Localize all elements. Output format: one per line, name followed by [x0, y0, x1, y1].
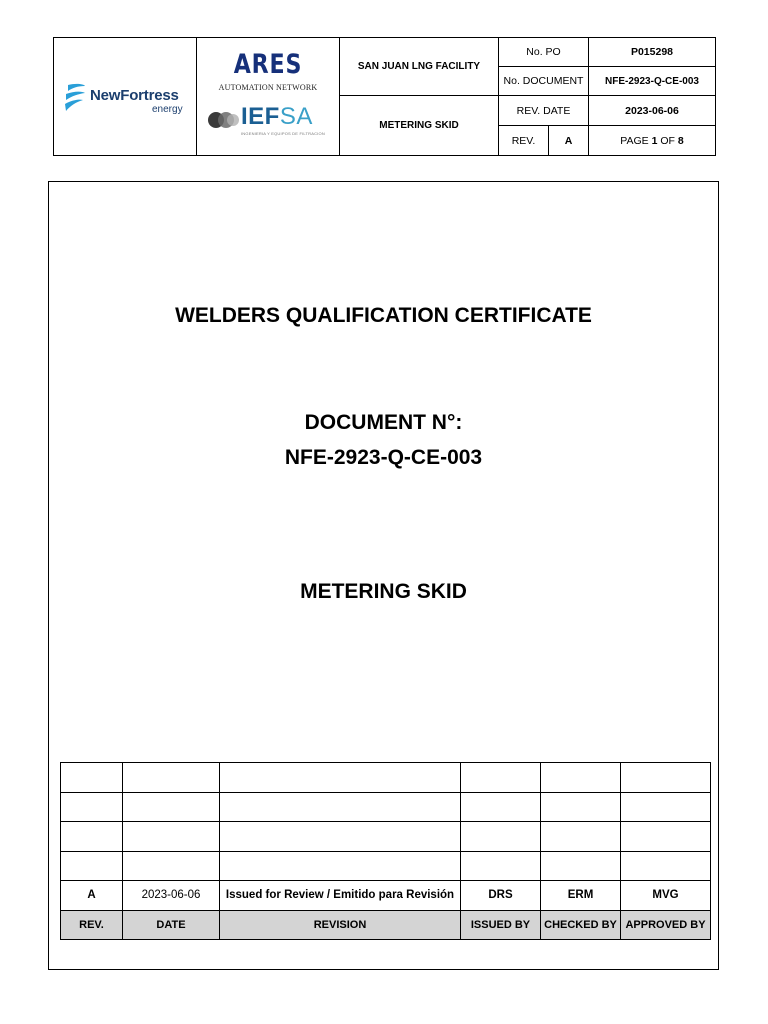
rev-value: A	[549, 126, 589, 156]
header-revision: REVISION	[220, 910, 461, 940]
ares-wordmark: ARES	[233, 49, 303, 80]
revision-approved-by: MVG	[621, 881, 711, 911]
revision-row	[61, 881, 711, 911]
revision-checked-by: ERM	[541, 881, 621, 911]
page-indicator: PAGE 1 OF 8	[589, 126, 716, 156]
document-number-label: No. DOCUMENT	[499, 67, 589, 96]
header-date: DATE	[123, 910, 220, 940]
document-number-label: DOCUMENT N°:	[304, 411, 463, 434]
revision-row-empty	[61, 763, 711, 793]
document-title: WELDERS QUALIFICATION CERTIFICATE	[175, 304, 592, 327]
document-number: NFE-2923-Q-CE-003	[284, 446, 483, 469]
revision-description: Issued for Review / Emitido para Revisión	[220, 881, 461, 911]
revision-header-row	[61, 910, 711, 940]
newfortress-subtitle: energy	[152, 104, 183, 115]
header-issued-by: ISSUED BY	[461, 910, 541, 940]
ares-subtitle: AUTOMATION NETWORK	[218, 83, 318, 92]
header-rev: REV.	[61, 910, 123, 940]
iefsa-wordmark: IEFSA	[241, 103, 313, 130]
rev-label: REV.	[499, 126, 549, 156]
document-subject: METERING SKID	[300, 580, 467, 603]
ares-iefsa-logos	[197, 38, 340, 156]
newfortress-flame-icon	[64, 82, 86, 112]
iefsa-subtitle: INGENIERIA Y EQUIPOS DE FILTRACION	[241, 131, 325, 136]
newfortress-logo	[54, 38, 197, 156]
revision-rev: A	[61, 881, 123, 911]
header-approved-by: APPROVED BY	[621, 910, 711, 940]
po-value: P015298	[589, 38, 716, 67]
header-subject: METERING SKID	[340, 96, 499, 156]
document-number-value: NFE-2923-Q-CE-003	[589, 67, 716, 96]
newfortress-wordmark: NewFortress	[90, 87, 179, 104]
iefsa-circles-icon	[207, 111, 241, 129]
document-header	[53, 37, 716, 156]
revision-table	[60, 762, 711, 940]
po-label: No. PO	[499, 38, 589, 67]
header-checked-by: CHECKED BY	[541, 910, 621, 940]
revision-row-empty	[61, 792, 711, 822]
facility-name: SAN JUAN LNG FACILITY	[340, 38, 499, 96]
rev-date-label: REV. DATE	[499, 96, 589, 126]
revision-date: 2023-06-06	[123, 881, 220, 911]
revision-row-empty	[61, 822, 711, 852]
rev-date-value: 2023-06-06	[589, 96, 716, 126]
revision-row-empty	[61, 851, 711, 881]
revision-issued-by: DRS	[461, 881, 541, 911]
